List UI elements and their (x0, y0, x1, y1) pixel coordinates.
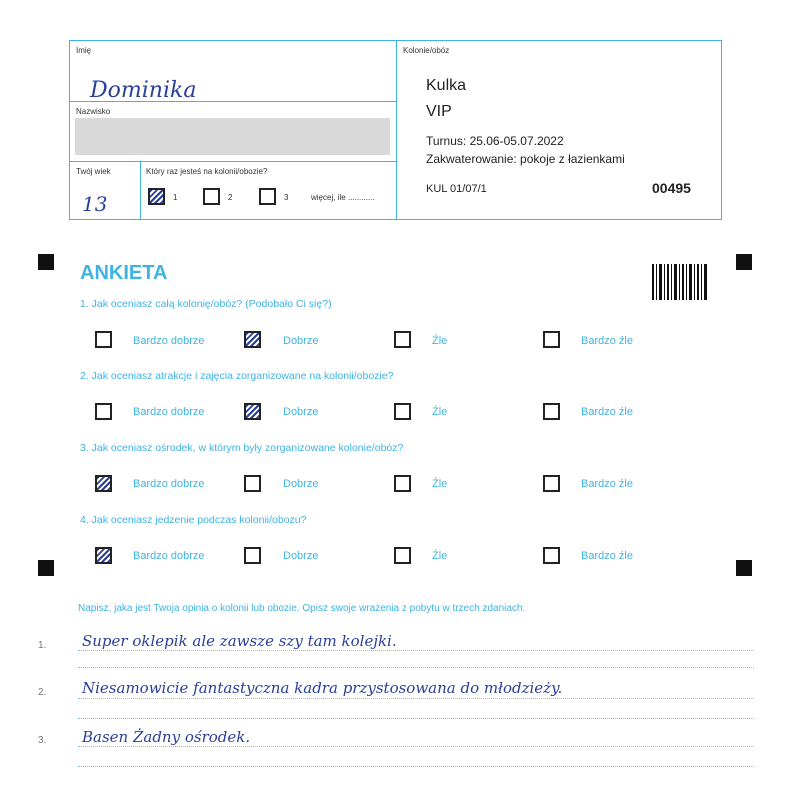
q2-zle-label: Źle (432, 406, 448, 418)
ktory-raz-checkbox-2[interactable] (203, 188, 220, 205)
redacted-surname (75, 118, 390, 155)
q4-bardzo-dobrze-checkbox[interactable] (95, 547, 112, 564)
question-4-text: 4. Jak oceniasz jedzenie podczas kolonii/obozu? (80, 514, 307, 526)
form-number: 00495 (652, 180, 691, 196)
opinion-spacer-rule-3 (78, 766, 754, 767)
opinion-line-1-number: 1. (38, 640, 47, 651)
q1-bardzo-dobrze-checkbox[interactable] (95, 331, 112, 348)
q4-bardzo-dobrze-label: Bardzo dobrze (133, 550, 205, 562)
registration-marker-bl (38, 560, 54, 576)
kolonie-code: KUL 01/07/1 (426, 183, 487, 195)
q3-zle-checkbox[interactable] (394, 475, 411, 492)
survey-title: ANKIETA (80, 262, 168, 284)
q3-bardzo-dobrze-checkbox[interactable] (95, 475, 112, 492)
q1-bardzo-zle-label: Bardzo źle (581, 335, 633, 347)
turnus: Turnus: 25.06-05.07.2022 (426, 134, 564, 148)
opinion-line-3-text[interactable]: Basen Żadny ośrodek. (82, 728, 251, 746)
q3-bardzo-dobrze-label: Bardzo dobrze (133, 478, 205, 490)
q4-dobrze-label: Dobrze (283, 550, 319, 562)
q3-dobrze-checkbox[interactable] (244, 475, 261, 492)
opinion-line-1-rule (78, 650, 754, 651)
opinion-line-1-text[interactable]: Super oklepik ale zawsze szy tam kolejki. (82, 632, 397, 650)
ktory-raz-checkbox-3[interactable] (259, 188, 276, 205)
q4-dobrze-checkbox[interactable] (244, 547, 261, 564)
nazwisko-label: Nazwisko (76, 107, 111, 116)
q3-dobrze-label: Dobrze (283, 478, 319, 490)
kolonie-type: VIP (426, 103, 452, 120)
imie-label: Imię (76, 46, 92, 55)
q2-bardzo-dobrze-checkbox[interactable] (95, 403, 112, 420)
barcode-icon (652, 264, 708, 300)
ktory-raz-label: Który raz jesteś na kolonii/obozie? (146, 167, 268, 176)
q4-bardzo-zle-checkbox[interactable] (543, 547, 560, 564)
q2-dobrze-label: Dobrze (283, 406, 319, 418)
q2-bardzo-dobrze-label: Bardzo dobrze (133, 406, 205, 418)
ktory-raz-option-1: 1 (173, 193, 178, 202)
ktory-raz-option-2: 2 (228, 193, 233, 202)
wiek-value[interactable]: 13 (82, 192, 108, 216)
q1-bardzo-zle-checkbox[interactable] (543, 331, 560, 348)
q1-zle-checkbox[interactable] (394, 331, 411, 348)
opinion-spacer-rule-2 (78, 718, 754, 719)
question-3-text: 3. Jak oceniasz ośrodek, w którym były zorganizowane kolonie/obóz? (80, 442, 404, 454)
q3-zle-label: Źle (432, 478, 448, 490)
q3-bardzo-zle-checkbox[interactable] (543, 475, 560, 492)
zakwaterowanie: Zakwaterowanie: pokoje z łazienkami (426, 152, 625, 166)
opinion-line-2-text[interactable]: Niesamowicie fantastyczna kadra przystosowana do młodzieży. (82, 679, 563, 697)
opinion-line-2-number: 2. (38, 687, 47, 698)
q4-zle-checkbox[interactable] (394, 547, 411, 564)
registration-marker-tl (38, 254, 54, 270)
kolonie-label: Kolonie/obóz (403, 46, 450, 55)
wiek-label: Twój wiek (76, 167, 111, 176)
question-2-text: 2. Jak oceniasz atrakcje i zajęcia zorganizowane na kolonii/obozie? (80, 370, 394, 382)
opinion-spacer-rule-1 (78, 667, 754, 668)
question-1-text: 1. Jak oceniasz całą kolonię/obóz? (Podobało Ci się?) (80, 298, 332, 310)
imie-value[interactable]: Dominika (90, 78, 197, 103)
q2-bardzo-zle-label: Bardzo źle (581, 406, 633, 418)
ktory-raz-more: więcej, ile ............ (311, 193, 375, 202)
q2-zle-checkbox[interactable] (394, 403, 411, 420)
q4-zle-label: Źle (432, 550, 448, 562)
opinion-line-3-number: 3. (38, 735, 47, 746)
q1-zle-label: Źle (432, 335, 448, 347)
q1-bardzo-dobrze-label: Bardzo dobrze (133, 335, 205, 347)
q1-dobrze-label: Dobrze (283, 335, 319, 347)
kolonie-name: Kulka (426, 77, 467, 94)
opinion-line-3-rule (78, 746, 754, 747)
q3-bardzo-zle-label: Bardzo źle (581, 478, 633, 490)
opinion-prompt: Napisz, jaka jest Twoja opinia o kolonii lub obozie. Opisz swoje wrażenia z pobytu w trzech zdaniach. (78, 603, 526, 614)
ktory-raz-option-3: 3 (284, 193, 289, 202)
opinion-line-2-rule (78, 698, 754, 699)
q4-bardzo-zle-label: Bardzo źle (581, 550, 633, 562)
q1-dobrze-checkbox[interactable] (244, 331, 261, 348)
ktory-raz-checkbox-1[interactable] (148, 188, 165, 205)
q2-bardzo-zle-checkbox[interactable] (543, 403, 560, 420)
registration-marker-tr (736, 254, 752, 270)
q2-dobrze-checkbox[interactable] (244, 403, 261, 420)
registration-marker-br (736, 560, 752, 576)
